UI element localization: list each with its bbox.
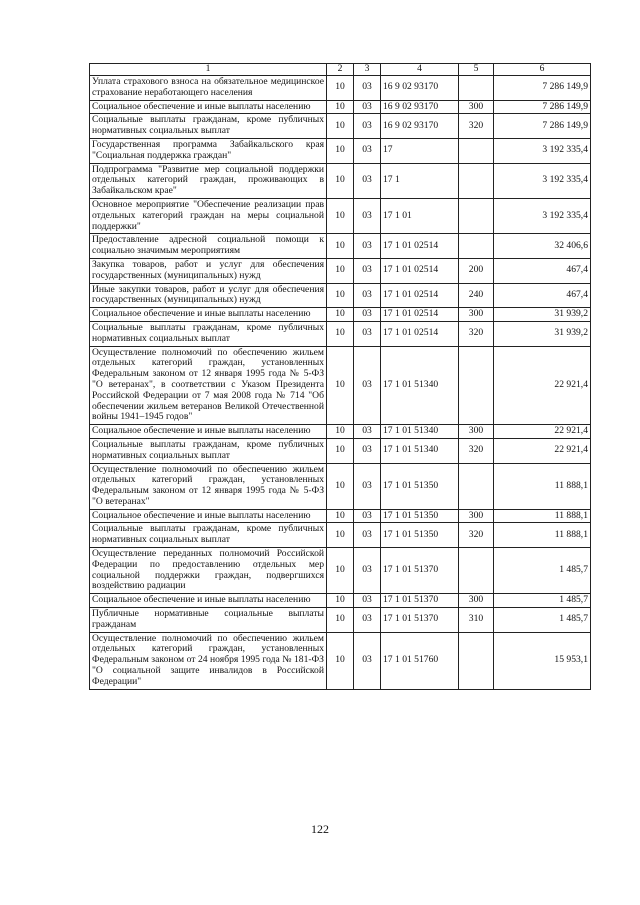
section-code: 10 — [327, 198, 354, 233]
table-row — [90, 198, 591, 233]
amount: 22 921,4 — [494, 438, 591, 463]
table-row — [90, 76, 591, 101]
subsection-code: 03 — [354, 438, 381, 463]
target-article-code: 16 9 02 93170 — [381, 100, 459, 114]
amount: 15 953,1 — [494, 632, 591, 689]
subsection-code: 03 — [354, 283, 381, 308]
table-row — [90, 548, 591, 594]
table-row — [90, 258, 591, 283]
subsection-code: 03 — [354, 509, 381, 523]
row-description: Социальные выплаты гражданам, кроме публичных нормативных социальных выплат — [90, 114, 327, 139]
amount: 7 286 149,9 — [494, 76, 591, 101]
target-article-code: 17 1 01 51350 — [381, 509, 459, 523]
section-code: 10 — [327, 346, 354, 425]
expense-type-code: 310 — [459, 608, 494, 633]
table-row — [90, 114, 591, 139]
target-article-code: 17 1 01 51350 — [381, 523, 459, 548]
section-code: 10 — [327, 632, 354, 689]
subsection-code: 03 — [354, 138, 381, 163]
row-description: Уплата страхового взноса на обязательное медицинское страхование неработающего населения — [90, 76, 327, 101]
row-description: Осуществление полномочий по обеспечению жильем отдельных категорий граждан, установленных Федеральным законом от 12 января 1995 года № 5-ФЗ "О ветеранах", в соответствии с Указом Президента Российской Федерации от 7 мая 2008 года № 714 "Об обеспечении жильем ветеранов Великой Отечественной войны 1941–1945 годов" — [90, 346, 327, 425]
subsection-code: 03 — [354, 463, 381, 509]
column-header: 3 — [354, 64, 381, 76]
subsection-code: 03 — [354, 258, 381, 283]
section-code: 10 — [327, 523, 354, 548]
table-row — [90, 425, 591, 439]
amount: 467,4 — [494, 283, 591, 308]
subsection-code: 03 — [354, 308, 381, 322]
expense-type-code: 320 — [459, 321, 494, 346]
row-description: Социальное обеспечение и иные выплаты населению — [90, 100, 327, 114]
section-code: 10 — [327, 163, 354, 198]
expense-type-code: 300 — [459, 100, 494, 114]
section-code: 10 — [327, 234, 354, 259]
target-article-code: 17 1 01 51340 — [381, 438, 459, 463]
table-row — [90, 163, 591, 198]
row-description: Подпрограмма "Развитие мер социальной поддержки отдельных категорий граждан, проживающих в Забайкальском крае" — [90, 163, 327, 198]
subsection-code: 03 — [354, 234, 381, 259]
subsection-code: 03 — [354, 346, 381, 425]
amount: 22 921,4 — [494, 346, 591, 425]
subsection-code: 03 — [354, 100, 381, 114]
section-code: 10 — [327, 138, 354, 163]
amount: 11 888,1 — [494, 509, 591, 523]
table-row — [90, 308, 591, 322]
target-article-code: 17 1 01 02514 — [381, 234, 459, 259]
subsection-code: 03 — [354, 198, 381, 233]
budget-table — [89, 63, 591, 690]
table-row — [90, 100, 591, 114]
column-header: 6 — [494, 64, 591, 76]
column-header: 1 — [90, 64, 327, 76]
expense-type-code: 300 — [459, 509, 494, 523]
table-row — [90, 594, 591, 608]
row-description: Предоставление адресной социальной помощи к социально значимым мероприятиям — [90, 234, 327, 259]
column-header: 4 — [381, 64, 459, 76]
table-body — [90, 76, 591, 690]
amount: 3 192 335,4 — [494, 138, 591, 163]
amount: 11 888,1 — [494, 523, 591, 548]
subsection-code: 03 — [354, 163, 381, 198]
section-code: 10 — [327, 308, 354, 322]
table-row — [90, 321, 591, 346]
amount: 7 286 149,9 — [494, 114, 591, 139]
section-code: 10 — [327, 438, 354, 463]
target-article-code: 17 1 01 51370 — [381, 594, 459, 608]
table-row — [90, 138, 591, 163]
target-article-code: 17 1 01 02514 — [381, 258, 459, 283]
row-description: Осуществление полномочий по обеспечению жильем отдельных категорий граждан, установленных Федеральным законом от 12 января 1995 года № 5-ФЗ "О ветеранах" — [90, 463, 327, 509]
table-row — [90, 346, 591, 425]
section-code: 10 — [327, 594, 354, 608]
expense-type-code — [459, 548, 494, 594]
section-code: 10 — [327, 509, 354, 523]
row-description: Социальные выплаты гражданам, кроме публичных нормативных социальных выплат — [90, 321, 327, 346]
expense-type-code — [459, 138, 494, 163]
table-row — [90, 608, 591, 633]
table-row — [90, 509, 591, 523]
target-article-code: 17 1 01 51340 — [381, 346, 459, 425]
amount: 22 921,4 — [494, 425, 591, 439]
target-article-code: 17 1 01 51370 — [381, 548, 459, 594]
amount: 3 192 335,4 — [494, 163, 591, 198]
subsection-code: 03 — [354, 523, 381, 548]
subsection-code: 03 — [354, 425, 381, 439]
expense-type-code: 320 — [459, 114, 494, 139]
target-article-code: 16 9 02 93170 — [381, 114, 459, 139]
section-code: 10 — [327, 608, 354, 633]
amount: 31 939,2 — [494, 308, 591, 322]
expense-type-code — [459, 76, 494, 101]
row-description: Социальное обеспечение и иные выплаты населению — [90, 594, 327, 608]
subsection-code: 03 — [354, 608, 381, 633]
target-article-code: 17 1 01 51340 — [381, 425, 459, 439]
subsection-code: 03 — [354, 548, 381, 594]
table-row — [90, 234, 591, 259]
table-row — [90, 632, 591, 689]
row-description: Социальные выплаты гражданам, кроме публичных нормативных социальных выплат — [90, 523, 327, 548]
amount: 1 485,7 — [494, 594, 591, 608]
row-description: Иные закупки товаров, работ и услуг для обеспечения государственных (муниципальных) нужд — [90, 283, 327, 308]
section-code: 10 — [327, 425, 354, 439]
expense-type-code: 300 — [459, 425, 494, 439]
row-description: Закупка товаров, работ и услуг для обеспечения государственных (муниципальных) нужд — [90, 258, 327, 283]
row-description: Публичные нормативные социальные выплаты гражданам — [90, 608, 327, 633]
expense-type-code: 300 — [459, 594, 494, 608]
target-article-code: 17 1 01 02514 — [381, 321, 459, 346]
target-article-code: 17 1 01 — [381, 198, 459, 233]
section-code: 10 — [327, 283, 354, 308]
column-header: 5 — [459, 64, 494, 76]
expense-type-code: 200 — [459, 258, 494, 283]
table-row — [90, 463, 591, 509]
amount: 11 888,1 — [494, 463, 591, 509]
table-header-row — [90, 64, 591, 76]
amount: 32 406,6 — [494, 234, 591, 259]
section-code: 10 — [327, 321, 354, 346]
subsection-code: 03 — [354, 632, 381, 689]
expense-type-code: 240 — [459, 283, 494, 308]
subsection-code: 03 — [354, 594, 381, 608]
section-code: 10 — [327, 463, 354, 509]
column-header: 2 — [327, 64, 354, 76]
expense-type-code — [459, 234, 494, 259]
amount: 7 286 149,9 — [494, 100, 591, 114]
row-description: Основное мероприятие "Обеспечение реализации прав отдельных категорий граждан на меры социальной поддержки" — [90, 198, 327, 233]
target-article-code: 17 1 01 51760 — [381, 632, 459, 689]
expense-type-code — [459, 198, 494, 233]
amount: 3 192 335,4 — [494, 198, 591, 233]
expense-type-code: 320 — [459, 523, 494, 548]
amount: 1 485,7 — [494, 608, 591, 633]
row-description: Социальное обеспечение и иные выплаты населению — [90, 308, 327, 322]
section-code: 10 — [327, 548, 354, 594]
target-article-code: 17 1 01 02514 — [381, 308, 459, 322]
target-article-code: 17 1 01 51370 — [381, 608, 459, 633]
subsection-code: 03 — [354, 321, 381, 346]
target-article-code: 16 9 02 93170 — [381, 76, 459, 101]
target-article-code: 17 1 — [381, 163, 459, 198]
expense-type-code: 300 — [459, 308, 494, 322]
row-description: Осуществление полномочий по обеспечению жильем отдельных категорий граждан, установленных Федеральным законом от 24 ноября 1995 года № 181-ФЗ "О социальной защите инвалидов в Российской Федерации" — [90, 632, 327, 689]
table-row — [90, 523, 591, 548]
target-article-code: 17 1 01 51350 — [381, 463, 459, 509]
row-description: Социальное обеспечение и иные выплаты населению — [90, 425, 327, 439]
subsection-code: 03 — [354, 114, 381, 139]
amount: 1 485,7 — [494, 548, 591, 594]
section-code: 10 — [327, 258, 354, 283]
page-number: 122 — [311, 822, 329, 836]
table-row — [90, 438, 591, 463]
section-code: 10 — [327, 76, 354, 101]
table-row — [90, 283, 591, 308]
amount: 467,4 — [494, 258, 591, 283]
row-description: Социальные выплаты гражданам, кроме публичных нормативных социальных выплат — [90, 438, 327, 463]
section-code: 10 — [327, 114, 354, 139]
row-description: Социальное обеспечение и иные выплаты населению — [90, 509, 327, 523]
subsection-code: 03 — [354, 76, 381, 101]
expense-type-code — [459, 632, 494, 689]
row-description: Государственная программа Забайкальского края "Социальная поддержка граждан" — [90, 138, 327, 163]
section-code: 10 — [327, 100, 354, 114]
expense-type-code — [459, 163, 494, 198]
amount: 31 939,2 — [494, 321, 591, 346]
expense-type-code: 320 — [459, 438, 494, 463]
target-article-code: 17 — [381, 138, 459, 163]
target-article-code: 17 1 01 02514 — [381, 283, 459, 308]
expense-type-code — [459, 463, 494, 509]
row-description: Осуществление переданных полномочий Российской Федерации по предоставлению отдельных мер социальной поддержки граждан, подвергшихся воздействию радиации — [90, 548, 327, 594]
expense-type-code — [459, 346, 494, 425]
